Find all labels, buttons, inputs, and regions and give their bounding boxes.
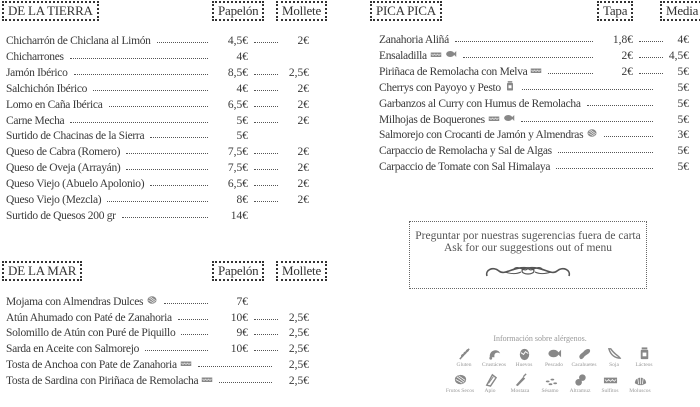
mustard-icon (513, 372, 528, 387)
nuts-icon (146, 294, 158, 306)
price-small: 6,5€ (227, 178, 248, 191)
price-small: 7€ (236, 296, 248, 308)
column-header-mollete: Mollete (276, 1, 327, 21)
menu-item-row (6, 192, 316, 208)
price-small: 6,5€ (227, 98, 248, 111)
menu-item-name-text: Chicharrón de Chiclana al Limón (6, 35, 151, 47)
column-header-mollete: Mollete (276, 261, 327, 281)
price-large: 2,5€ (288, 66, 309, 79)
allergen-label: Altramuz (569, 388, 591, 394)
price-large: 2,5€ (288, 311, 309, 324)
menu-item-name (6, 310, 172, 326)
price-small: 8,5€ (227, 66, 248, 79)
menu-item-name-text: Tosta de Sardina con Piriñaca de Remolacha (6, 374, 199, 387)
menu-item-row (379, 143, 689, 159)
menu-item-row (6, 294, 316, 310)
sulfites-icon (603, 372, 618, 387)
menu-item-name (6, 176, 144, 192)
gluten-icon (457, 346, 472, 361)
fish-icon (445, 48, 457, 60)
price-large: 5€ (677, 97, 689, 110)
suggestions-line-es: Preguntar por nuestras sugerencias fuera de carta (415, 230, 641, 242)
price-small: 5€ (236, 114, 248, 127)
menu-item-name-text: Chicharrones (6, 50, 64, 63)
sulfites-icon (180, 357, 192, 369)
nuts-icon (586, 127, 598, 139)
price-small: 2€ (621, 65, 633, 78)
dot-leader (219, 382, 272, 383)
menu-item-name-text: Carne Mecha (6, 114, 65, 127)
price-small: 5€ (236, 130, 248, 143)
menu-item-name (6, 113, 64, 129)
price-large: 4€ (677, 34, 689, 46)
price-large: 2€ (297, 178, 309, 191)
column-header-papelon: Papelón (212, 261, 264, 281)
dot-leader (157, 42, 208, 43)
celery-icon (483, 372, 498, 387)
menu-item-row (6, 357, 316, 373)
allergen-label: Lácteos (635, 362, 653, 368)
menu-item-name (6, 208, 116, 224)
price-large: 5€ (677, 161, 689, 174)
peanuts-icon (577, 346, 592, 361)
dot-leader (150, 137, 208, 138)
allergen-label: Sésamo (541, 388, 559, 394)
menu-item-name (6, 357, 192, 374)
sulfites-icon (430, 48, 442, 60)
allergen-gluten (447, 346, 481, 368)
price-small: 10€ (230, 311, 248, 324)
dairy-icon (504, 80, 516, 92)
molluscs-icon (633, 372, 648, 387)
price-small: 4,5€ (227, 35, 248, 47)
dot-leader (522, 89, 653, 90)
price-small: 7,5€ (227, 162, 248, 175)
menu-item-name (379, 64, 542, 81)
allergen-label: Gluten (456, 362, 472, 368)
menu-item-name-text: Queso de Cabra (Romero) (6, 146, 121, 159)
menu-item-name-text: Salchichón Ibérico (6, 82, 88, 95)
menu-item-name-text: Queso de Oveja (Arrayán) (6, 162, 121, 175)
dairy-icon (504, 80, 516, 97)
menu-item-name-text: Carpaccio de Remolacha y Sal de Algas (379, 145, 552, 158)
allergen-mustard (503, 372, 537, 394)
menu-item-name-text: Atún Ahumado con Paté de Zanahoria (6, 311, 172, 324)
sulfites-icon (201, 373, 213, 385)
menu-item-name-text: Solomillo de Atún con Puré de Piquillo (6, 327, 176, 340)
menu-item-name (6, 294, 158, 311)
dot-leader (254, 42, 278, 43)
price-large: 5€ (677, 81, 689, 94)
menu-item-row (379, 80, 689, 96)
dot-leader (107, 201, 208, 202)
price-large: 5€ (677, 65, 689, 78)
fish-icon (547, 346, 562, 361)
menu-item-name (6, 373, 213, 390)
dot-leader (254, 106, 278, 107)
fish-icon (503, 112, 515, 129)
dot-leader (126, 169, 208, 170)
menu-item-name (6, 49, 64, 65)
menu-item-name (379, 96, 581, 112)
menu-item-name (6, 81, 87, 97)
dot-leader (178, 319, 208, 320)
allergen-label: Sulfitos (601, 388, 619, 394)
menu-item-name-text: Piriñaca de Remolacha con Melva (379, 65, 528, 78)
menu-item-name (6, 97, 103, 113)
price-small: 4€ (236, 50, 248, 63)
allergen-peanuts (567, 346, 601, 368)
allergen-molluscs (623, 372, 657, 394)
menu-item-row (379, 159, 689, 175)
allergen-label: Huevos (515, 362, 533, 368)
menu-item-row (6, 81, 316, 97)
menu-item-name (6, 144, 120, 160)
column-header-media: Media (660, 1, 700, 21)
sulfites-icon (430, 48, 442, 65)
sulfites-icon (201, 373, 213, 390)
dot-leader (463, 57, 593, 58)
dot-leader (254, 122, 278, 123)
dot-leader (181, 334, 208, 335)
dot-leader (558, 152, 653, 153)
menu-item-row (6, 33, 316, 49)
lupin-icon (573, 372, 588, 387)
sulfites-icon (488, 112, 500, 124)
price-small: 1,8€ (612, 34, 633, 46)
nuts-icon (146, 294, 158, 311)
dot-leader (254, 90, 278, 91)
flourish-ornament-icon (483, 260, 573, 282)
price-large: 5€ (677, 113, 689, 126)
price-small: 8€ (236, 194, 248, 206)
dot-leader (254, 201, 278, 202)
allergen-fish (537, 346, 571, 368)
allergen-label: Soja (609, 362, 619, 368)
menu-item-name-text: Surtido de Quesos 200 gr (6, 209, 116, 222)
column-header-papelon: Papelón (212, 1, 264, 21)
menu-item-name-text: Sarda en Aceite con Salmorejo (6, 343, 140, 356)
soy-icon (607, 346, 622, 361)
menu-item-row (6, 97, 316, 113)
price-large: 2€ (297, 162, 309, 175)
sulfites-icon (180, 357, 192, 374)
menu-item-name-text: Cherrys con Payoyo y Pesto (379, 81, 501, 94)
sulfites-icon (530, 64, 542, 76)
menu-item-row (6, 310, 316, 326)
price-small: 10€ (230, 343, 248, 356)
dot-leader (150, 185, 208, 186)
dot-leader (254, 185, 278, 186)
price-large: 2€ (297, 82, 309, 95)
menu-item-row (379, 112, 689, 128)
price-large: 2,5€ (288, 374, 309, 387)
allergen-crustaceans (477, 346, 511, 368)
price-large: 2€ (297, 194, 309, 206)
menu-item-row (6, 113, 316, 129)
dot-leader (548, 73, 593, 74)
menu-item-name (379, 112, 515, 129)
allergen-label: Apio (484, 388, 496, 394)
menu-item-name-text: Mojama con Almendras Dulces (6, 296, 144, 309)
suggestions-box (409, 221, 647, 289)
menu-item-name-text: Salmorejo con Crocanti de Jamón y Almendras (379, 129, 584, 142)
allergen-label: Moluscos (629, 388, 651, 394)
price-large: 2€ (297, 146, 309, 159)
menu-item-name-text: Carpaccio de Tomate con Sal Himalaya (379, 161, 551, 174)
menu-item-row (6, 325, 316, 341)
menu-item-name-text: Tosta de Anchoa con Pate de Zanahoria (6, 358, 177, 371)
menu-item-name (6, 192, 101, 208)
price-large: 2,5€ (288, 343, 309, 356)
allergen-celery (473, 372, 507, 394)
menu-item-row (6, 160, 316, 176)
fish-icon (445, 48, 457, 65)
menu-item-name-text: Ensaladilla (379, 50, 427, 63)
column-header-tapa: Tapa (597, 1, 633, 21)
price-large: 2€ (297, 35, 309, 47)
allergen-label: Frutos Secos (445, 388, 475, 394)
price-large: 5€ (677, 145, 689, 158)
allergen-sulfites (593, 372, 627, 394)
dot-leader (254, 74, 278, 75)
dot-leader (198, 366, 272, 367)
menu-item-name (6, 325, 175, 341)
dot-leader (587, 105, 653, 106)
nuts-icon (586, 127, 598, 144)
dot-leader (70, 58, 208, 59)
section-title-mar: DE LA MAR (2, 261, 82, 281)
allergen-dairy (627, 346, 661, 368)
menu-item-row (379, 64, 689, 80)
menu-item-name (379, 143, 552, 159)
price-small: 14€ (230, 209, 248, 222)
allergen-info-title: Información sobre alérgenos. (493, 334, 587, 343)
dot-leader (254, 153, 278, 154)
price-large: 2€ (297, 114, 309, 127)
sesame-icon (543, 372, 558, 387)
allergen-label: Mostaza (510, 388, 530, 394)
crustaceans-icon (487, 346, 502, 361)
menu-item-name (6, 128, 144, 144)
menu-item-row (379, 96, 689, 112)
dot-leader (145, 350, 208, 351)
price-large: 2,5€ (288, 327, 309, 340)
menu-item-row (379, 127, 689, 143)
menu-item-row (6, 128, 316, 144)
menu-item-row (6, 208, 316, 224)
menu-item-name (379, 48, 457, 65)
dot-leader (70, 122, 208, 123)
allergen-soy (597, 346, 631, 368)
nuts-icon (453, 372, 468, 387)
menu-item-name-text: Queso Viejo (Abuelo Apolonio) (6, 178, 145, 191)
menu-item-row (6, 341, 316, 357)
menu-item-row (6, 65, 316, 81)
menu-item-name-text: Milhojas de Boquerones (379, 113, 485, 126)
menu-item-name (6, 341, 139, 357)
allergen-sesame (533, 372, 567, 394)
dot-leader (604, 136, 653, 137)
menu-item-name (379, 159, 550, 175)
menu-item-name-text: Garbanzos al Curry con Humus de Remolacha (379, 97, 581, 110)
dot-leader (254, 350, 278, 351)
allergen-eggs (507, 346, 541, 368)
menu-item-name (6, 33, 151, 49)
dot-leader (254, 169, 278, 170)
dot-leader (455, 41, 593, 42)
menu-item-name-text: Jamón Ibérico (6, 66, 68, 79)
allergen-nuts (443, 372, 477, 394)
allergen-label: Cacahuetes (571, 362, 597, 368)
menu-item-row (6, 176, 316, 192)
price-small: 7,5€ (227, 146, 248, 159)
menu-item-row (379, 48, 689, 64)
price-small: 2€ (621, 49, 633, 62)
menu-item-row (379, 32, 689, 48)
menu-item-name-text: Queso Viejo (Mezcla) (6, 194, 102, 206)
menu-item-name-text: Lomo en Caña Ibérica (6, 98, 103, 111)
eggs-icon (517, 346, 532, 361)
suggestions-line-en: Ask for our suggestions out of menu (443, 242, 612, 254)
menu-item-name (379, 32, 449, 48)
price-large: 2€ (297, 98, 309, 111)
price-small: 4€ (236, 82, 248, 95)
section-title-tierra: DE LA TIERRA (2, 1, 99, 21)
dot-leader (254, 319, 278, 320)
fish-icon (503, 112, 515, 124)
sulfites-icon (530, 64, 542, 81)
dot-leader (164, 303, 208, 304)
allergen-label: Pescado (544, 362, 564, 368)
dot-leader (521, 121, 653, 122)
dot-leader (109, 106, 208, 107)
dot-leader (126, 153, 208, 154)
sulfites-icon (488, 112, 500, 129)
dairy-icon (637, 346, 652, 361)
allergen-lupin (563, 372, 597, 394)
price-small: 9€ (236, 327, 248, 340)
dot-leader (254, 334, 278, 335)
menu-item-name (6, 65, 68, 81)
section-title-pica-pica: PICA PICA (370, 1, 442, 21)
dot-leader (122, 217, 208, 218)
menu-item-name (379, 127, 598, 144)
menu-item-name (6, 160, 120, 176)
menu-item-name (379, 80, 516, 97)
dot-leader (93, 90, 208, 91)
price-large: 3€ (677, 129, 689, 142)
menu-item-row (6, 373, 316, 389)
menu-item-row (6, 49, 316, 65)
price-large: 2,5€ (288, 358, 309, 371)
allergen-label: Crustáceos (481, 362, 507, 368)
menu-item-name-text: Zanahoria Aliñá (379, 34, 449, 46)
dot-leader (556, 168, 653, 169)
menu-item-name-text: Surtido de Chacinas de la Sierra (6, 130, 145, 143)
price-large: 4,5€ (668, 49, 689, 62)
menu-item-row (6, 144, 316, 160)
dot-leader (74, 74, 208, 75)
